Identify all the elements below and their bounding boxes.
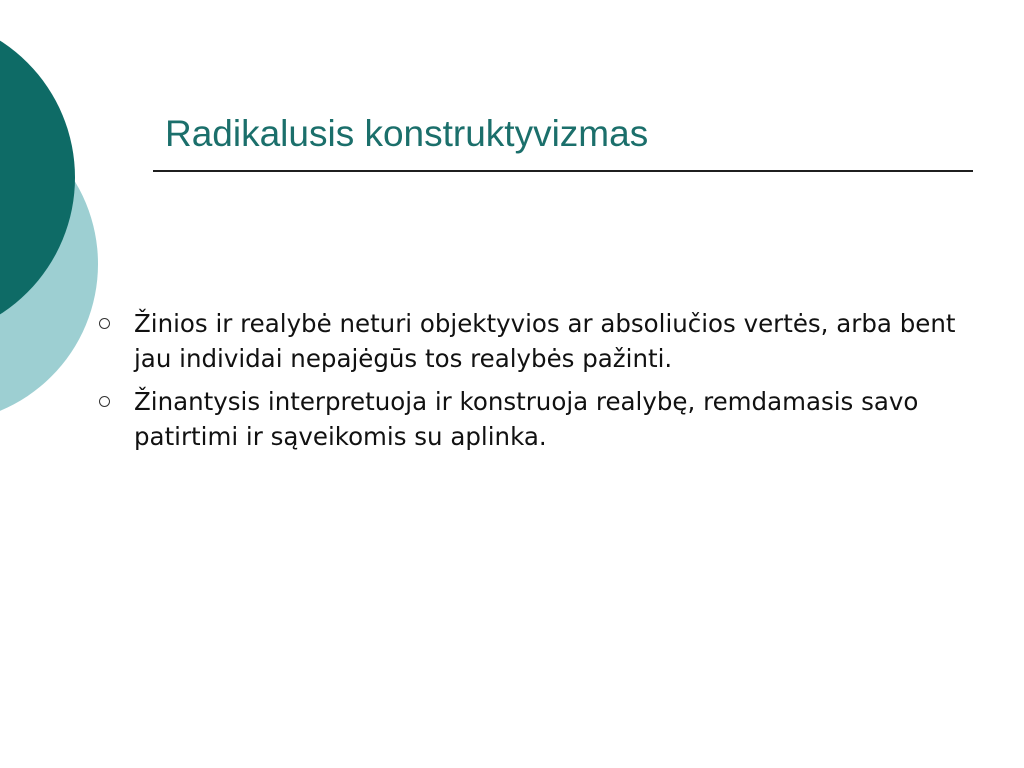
bullet-list bbox=[96, 306, 976, 462]
bullet-text: Žinios ir realybė neturi objektyvios ar absoliučios vertės, arba bent jau individai nepajėgūs tos realybės pažinti. bbox=[134, 309, 956, 373]
bullet-item bbox=[96, 306, 976, 376]
hollow-circle-bullet-icon bbox=[99, 318, 110, 329]
slide-title: Radikalusis konstruktyvizmas bbox=[165, 113, 649, 154]
title-underline bbox=[153, 170, 973, 172]
bullet-item bbox=[96, 384, 976, 454]
hollow-circle-bullet-icon bbox=[99, 396, 110, 407]
bullet-text: Žinantysis interpretuoja ir konstruoja realybę, remdamasis savo patirtimi ir sąveikomis su aplinka. bbox=[134, 387, 919, 451]
